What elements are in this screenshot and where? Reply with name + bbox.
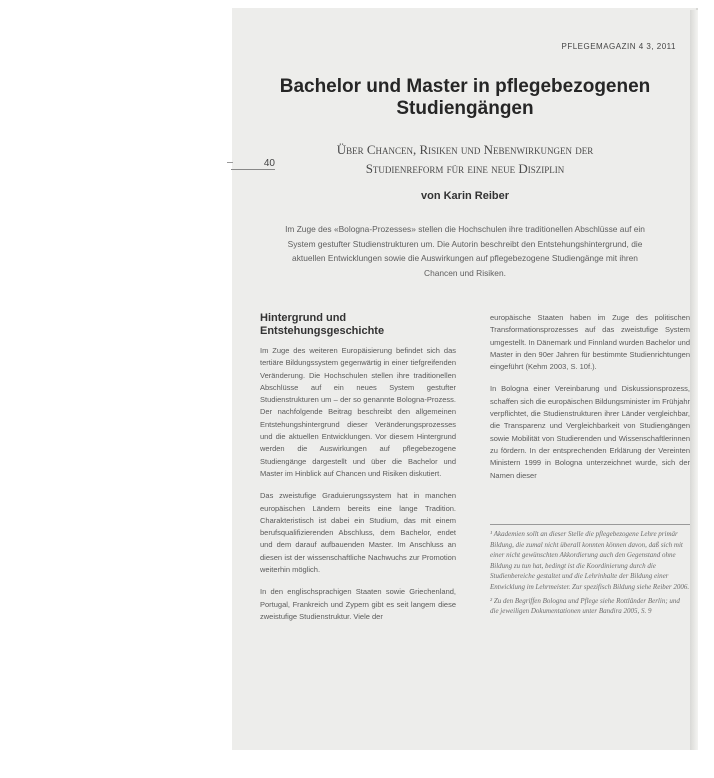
title-line-1: Bachelor und Master in pflegebezogenen <box>279 76 651 97</box>
running-header: PFLEGEMAGAZIN 4 3, 2011 <box>561 42 676 51</box>
subtitle-line-2: Studienreform für eine neue Disziplin <box>365 161 565 176</box>
footnote: ¹ Akademien sollt an dieser Stelle die pflegebezogene Lehre primär Bildung, die zumal nicht überall konnten können davon, daß sich mit einer nicht gewünschten Akkordierung auch den Gegenstand ohne Bildung zu tun hat, bedingt ist die Koordinierung durch die Studienbereiche gestaltet und die Lehrinhalte der Bildung einer Entwicklung im Lehrmeister. Zur spezifisch Bildung siehe Reiber 2006. <box>490 530 690 591</box>
subtitle-line-1: Über Chancen, Risiken und Nebenwirkungen der <box>336 142 594 157</box>
footnotes <box>490 524 690 620</box>
article-subtitle <box>252 140 678 178</box>
article-title <box>232 76 698 120</box>
author-byline: von Karin Reiber <box>420 190 510 202</box>
abstract: Im Zuge des «Bologna-Prozesses» stellen die Hochschulen ihre traditionellen Abschlüsse auf ein System gestufter Studienstrukturen um. Die Autorin beschreibt den Entstehungshintergrund, die aktuellen Entwicklungen sowie die Auswirkungen auf pflegebezogene Studiengänge mit ihren Chancen und Risiken. <box>285 224 645 278</box>
title-line-2: Studiengängen <box>396 98 534 119</box>
section-heading: Hintergrund und Entstehungsgeschichte <box>260 312 385 337</box>
body-paragraph: In den englischsprachigen Staaten sowie Griechenland, Portugal, Frankreich und Zypern gibt es seit langem diese zweistufige Studienstruktur. Viele der <box>260 587 456 621</box>
document-page <box>232 8 698 750</box>
right-column <box>490 312 690 492</box>
body-paragraph: Das zweistufige Graduierungssystem hat in manchen europäischen Ländern bereits eine lange Tradition. Charakteristisch ist dabei ein Studium, das mit einem berufsqualifizierenden Abschluss, dem Bachelor, endet und dem darauf aufbauenden Master. Im Anschluss an diesen ist der wissenschaftliche Nachwuchs zur Promotion weiterhin möglich. <box>260 491 456 575</box>
body-paragraph: In Bologna einer Vereinbarung und Diskussionsprozess, schaffen sich die europäischen Bildungsminister im Frühjahr verpflichtet, die Studienstrukturen ihrer Länder vergleichbar, die Transparenz und Vergleichbarkeit von Studiengängen sowie Mobilität von Studierenden und Wissenschaftlerinnen zu fördern. In der entsprechenden Erklärung der Vereinten Ministern 1999 in Bologna unterzeichnet wurde, sich der Namen dieser <box>490 384 690 480</box>
body-paragraph: europäische Staaten haben im Zuge des politischen Transformationsprozesses auf das zweistufige System umgestellt. In Dänemark und Finnland wurden Bachelor und Master in den 90er Jahren für bestimmte Studienrichtungen eingeführt (Kehm 2003, S. 10f.). <box>490 313 690 372</box>
left-column <box>260 312 456 633</box>
page-number: 40 <box>231 158 275 170</box>
body-paragraph: Im Zuge des weiteren Europäisierung befindet sich das tertiäre Bildungssystem gegenwärtig in einer tiefgreifenden Veränderung. Die Hochschulen stellen ihre traditionellen Abschlüsse auf ein neues System gestufter Studienstrukturen um – der so genannte Bologna-Prozess. Der nachfolgende Beitrag beschreibt den allgemeinen Entstehungshintergrund dieser Veränderungsprozesses und die aktuellen Entwicklungen. Vor diesem Hintergrund werden die Auswirkungen auf pflegebezogene Studiengänge dargestellt und über die Bachelor und Master im Hinblick auf Chancen und Risiken diskutiert. <box>260 346 456 478</box>
footnote: ² Zu den Begriffen Bologna und Pflege siehe Rottländer Berlin; und die jeweiligen Dokumentationen unter Bandira 2005, S. 9 <box>490 596 680 616</box>
page-edge-shadow <box>690 10 698 750</box>
